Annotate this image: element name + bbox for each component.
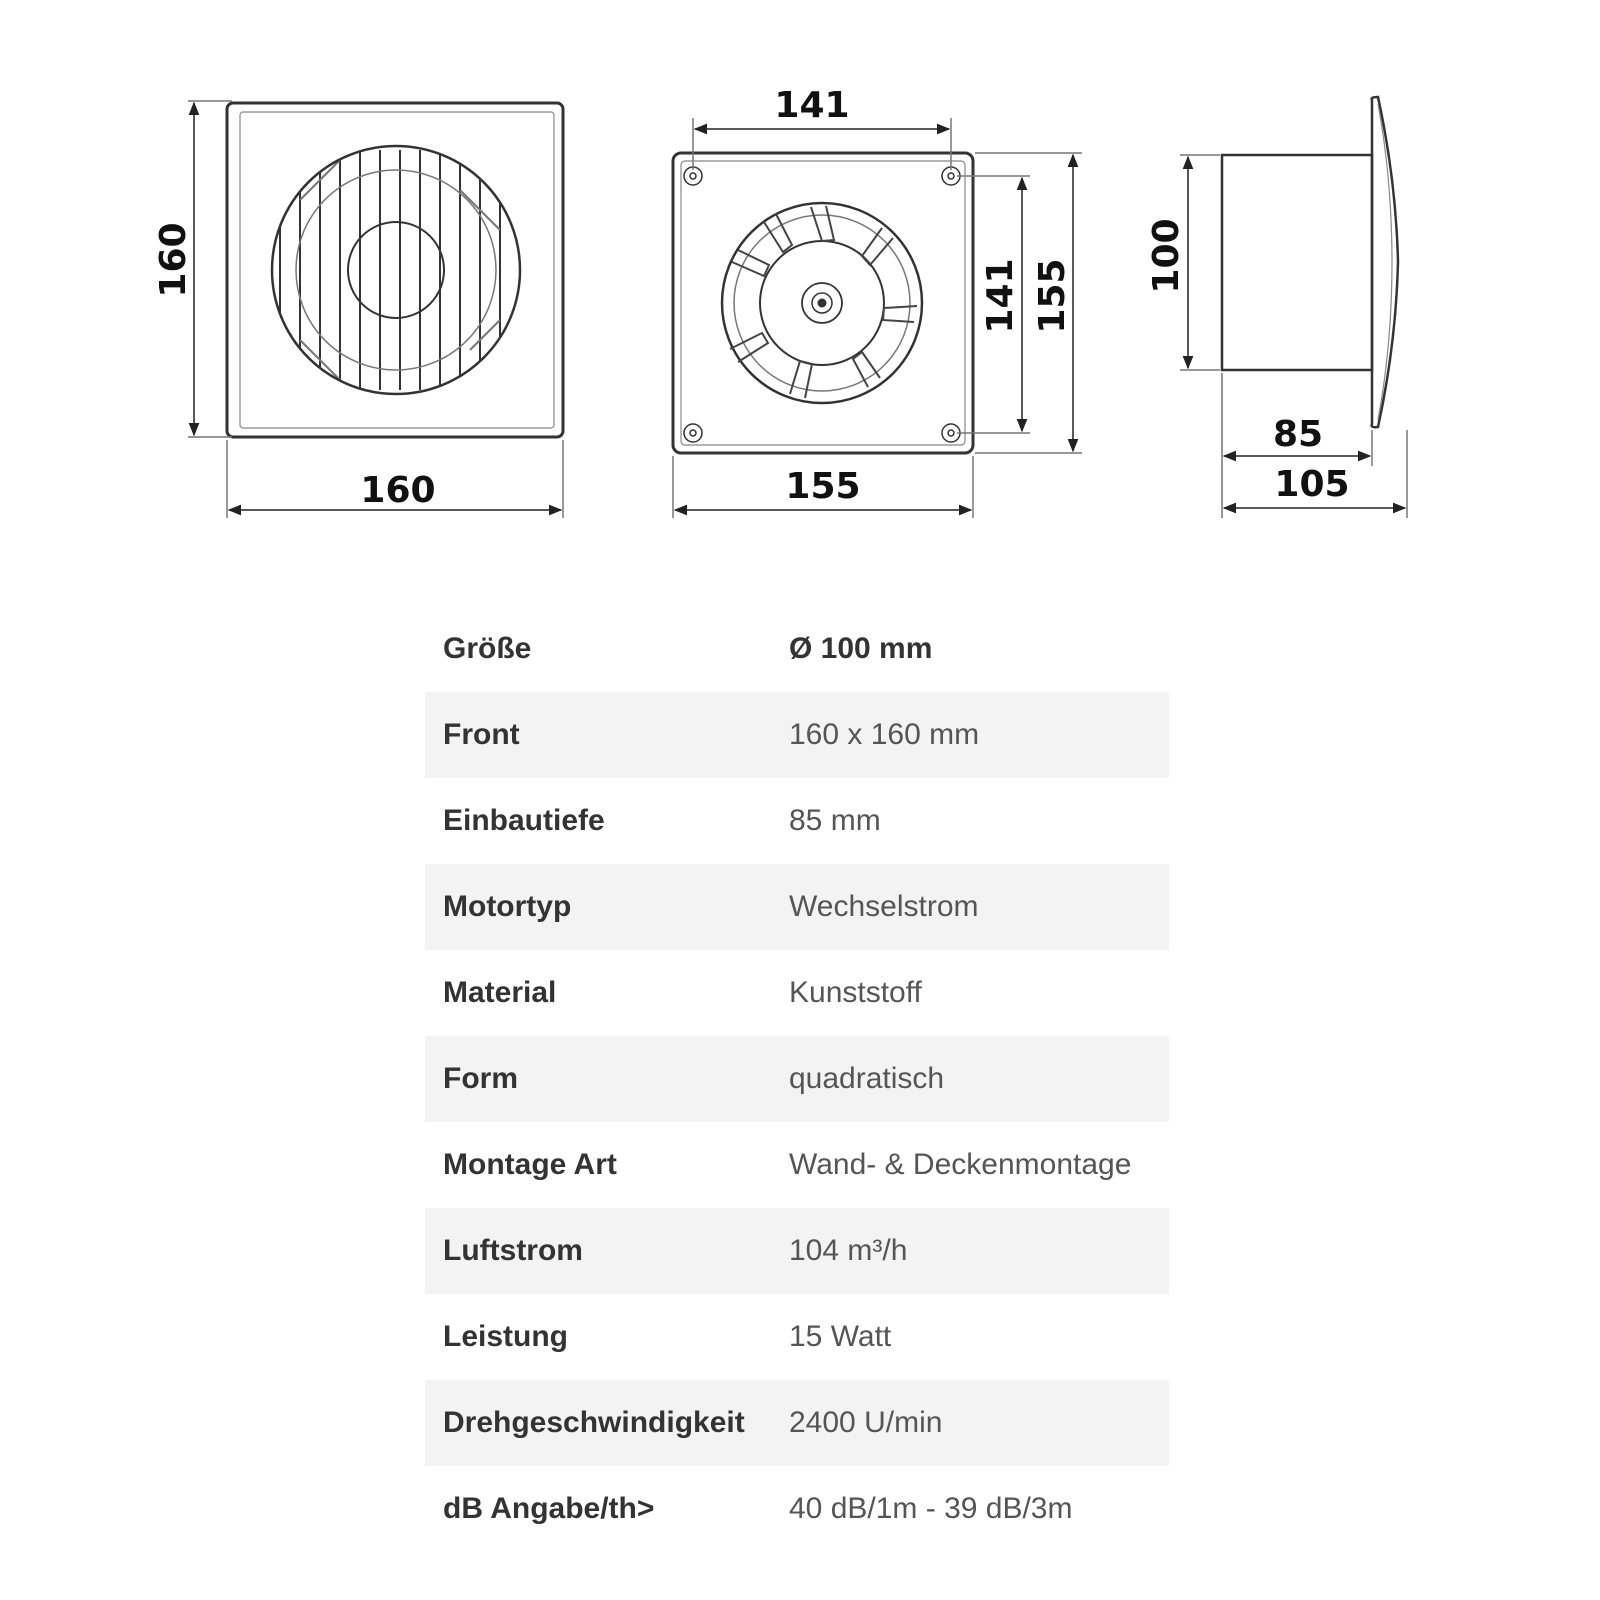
- spec-value: Kunststoff: [789, 976, 922, 1009]
- spec-label: Leistung: [443, 1320, 568, 1353]
- spec-label: Material: [443, 976, 557, 1009]
- front-grille-ring: [272, 146, 520, 394]
- spec-label: Luftstrom: [425, 1208, 771, 1294]
- spec-value: 104 m³/h: [771, 1208, 1169, 1294]
- front-view: [227, 103, 563, 437]
- front-height-label: 160: [153, 222, 194, 298]
- spec-value: Ø 100 mm: [789, 632, 933, 665]
- spec-value: quadratisch: [771, 1036, 1169, 1122]
- spec-row: [425, 1380, 1169, 1466]
- spec-value: 160 x 160 mm: [771, 692, 1169, 778]
- back-view: [673, 153, 973, 453]
- spec-label: dB Angabe/th>: [443, 1492, 655, 1525]
- spec-row: [425, 692, 1169, 778]
- spec-label: Form: [425, 1036, 771, 1122]
- spec-label: Montage Art: [443, 1148, 617, 1181]
- spec-value: 15 Watt: [789, 1320, 892, 1353]
- back-hole-spacing-top-label: 141: [774, 85, 850, 126]
- spec-row: [425, 1466, 1169, 1552]
- front-width-label: 160: [360, 470, 436, 511]
- spec-value: Wand- & Deckenmontage: [789, 1148, 1132, 1181]
- back-hole-spacing-side-label: 141: [980, 258, 1021, 334]
- spec-row: [425, 606, 1169, 692]
- spec-row: [425, 778, 1169, 864]
- technical-drawing: [0, 0, 1600, 560]
- spec-row: [425, 1208, 1169, 1294]
- side-installation-depth-label: 85: [1272, 414, 1324, 455]
- side-duct-diameter-label: 100: [1146, 218, 1187, 294]
- spec-label: Front: [425, 692, 771, 778]
- spec-row: [425, 950, 1169, 1036]
- spec-row: [425, 864, 1169, 950]
- front-dimensions: [188, 101, 563, 518]
- spec-value: 2400 U/min: [771, 1380, 1169, 1466]
- side-view: [1222, 97, 1398, 427]
- spec-label: Größe: [443, 632, 532, 665]
- front-grille: [280, 150, 500, 390]
- back-plate-width-label: 155: [785, 466, 861, 507]
- spec-label: Drehgeschwindigkeit: [425, 1380, 771, 1466]
- duct-body: [1222, 155, 1372, 370]
- spec-label: Einbautiefe: [443, 804, 605, 837]
- spec-value: 85 mm: [789, 804, 881, 837]
- spec-table: [425, 606, 1169, 1552]
- back-plate-height-label: 155: [1032, 258, 1073, 334]
- side-total-depth-label: 105: [1274, 464, 1350, 505]
- spec-row: [425, 1122, 1169, 1208]
- spec-value: Wechselstrom: [771, 864, 1169, 950]
- spec-label: Motortyp: [425, 864, 771, 950]
- front-panel: [227, 103, 563, 437]
- spec-row: [425, 1036, 1169, 1122]
- spec-row: [425, 1294, 1169, 1380]
- spec-value: 40 dB/1m - 39 dB/3m: [789, 1492, 1073, 1525]
